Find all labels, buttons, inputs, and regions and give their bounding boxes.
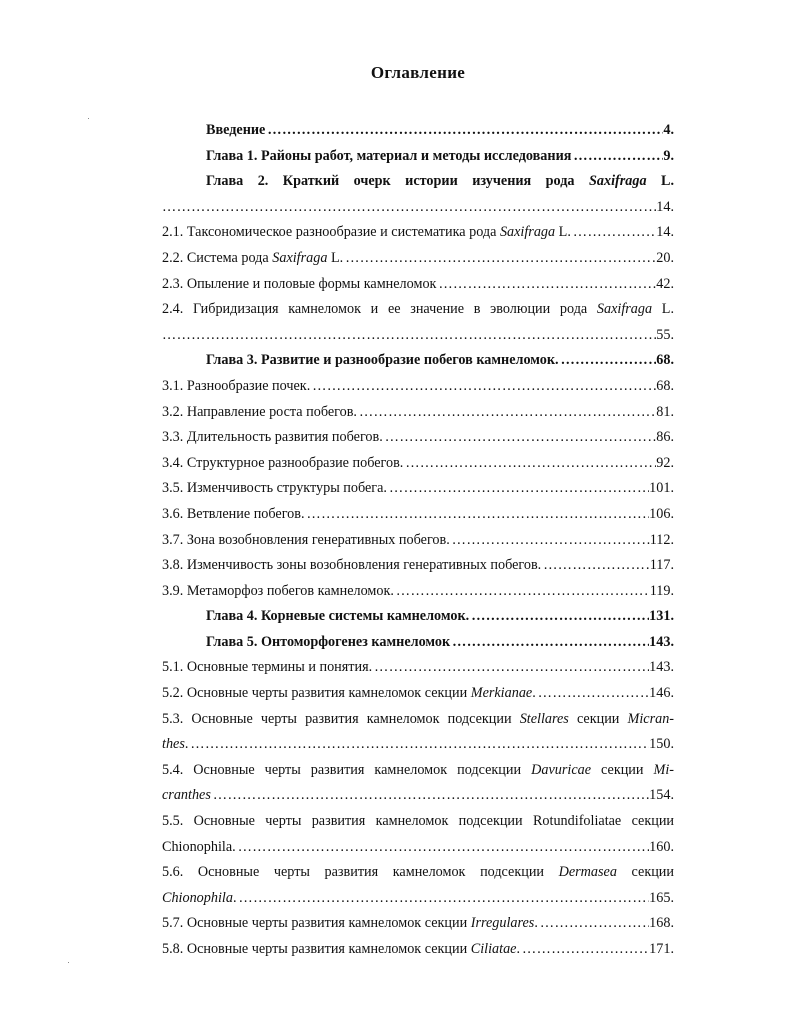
- toc-page-number: 160.: [649, 838, 674, 855]
- toc-entry-section-2-1[interactable]: [162, 220, 674, 246]
- dot-leader: [211, 783, 649, 809]
- toc-entry-section-5-4[interactable]: [162, 758, 674, 784]
- dot-leader: [265, 118, 663, 144]
- toc-label-italic: Saxifraga: [596, 301, 653, 318]
- toc-entry-section-3-6[interactable]: [162, 502, 674, 528]
- dot-leader: [536, 681, 649, 707]
- dot-leader: [387, 476, 649, 502]
- toc-entry-label: 3.5. Изменчивость структуры побега.: [162, 480, 387, 497]
- toc-entry-section-5-5-continuation[interactable]: [162, 835, 674, 861]
- toc-page-number: 165.: [649, 889, 674, 906]
- toc-page-number: 119.: [649, 582, 674, 599]
- scan-speck: [68, 962, 69, 963]
- toc-page-number: 4.: [663, 122, 674, 138]
- toc-page-number: 150.: [649, 736, 674, 753]
- dot-leader: [372, 655, 649, 681]
- dot-leader: [394, 579, 650, 605]
- toc-entry-label: 3.2. Направление роста побегов.: [162, 403, 357, 420]
- toc-label-text: секции: [631, 864, 674, 881]
- toc-label-text: 2.4. Гибридизация камнеломок и ее значение в эволюции рода: [162, 301, 588, 318]
- toc-entry-chapter-5[interactable]: [162, 630, 674, 656]
- dot-leader: [520, 937, 649, 963]
- dot-leader: [571, 144, 663, 170]
- page-title: Оглавление: [370, 63, 466, 82]
- toc-entry-label: [162, 860, 674, 886]
- toc-entry-label: 3.6. Ветвление побегов.: [162, 505, 305, 522]
- toc-label-text: 5.5. Основные черты развития камнеломок подсекции: [162, 813, 523, 830]
- toc-entry-section-3-4[interactable]: [162, 451, 674, 477]
- toc-entry-label: [162, 246, 343, 272]
- dot-leader: [403, 451, 656, 477]
- toc-label-text: 5.2. Основные черты развития камнеломок секции: [162, 685, 468, 702]
- toc-entry-section-5-8[interactable]: [162, 937, 674, 963]
- toc-label-italic: Stellares: [519, 710, 569, 727]
- toc-entry-label: [162, 707, 674, 733]
- toc-page-number: 101.: [649, 480, 674, 497]
- toc-label-text: L.: [330, 249, 344, 266]
- dot-leader: [559, 348, 657, 374]
- toc-entry-label: [162, 681, 536, 707]
- dot-leader: [237, 886, 650, 912]
- toc-label-text: L.: [661, 301, 675, 318]
- toc-entry-chapter-1[interactable]: [162, 144, 674, 170]
- dot-leader: [450, 630, 649, 656]
- toc-entry-section-5-6[interactable]: [162, 860, 674, 886]
- toc-page-number: 112.: [649, 531, 674, 548]
- toc-label-text: секции: [601, 761, 644, 778]
- toc-page-number: 68.: [656, 352, 674, 369]
- toc-entry-label: [162, 297, 674, 323]
- toc-page-number: 131.: [649, 608, 674, 625]
- toc-label-text: .: [534, 915, 538, 932]
- toc-entry-label: [162, 886, 237, 912]
- toc-entry-section-5-1[interactable]: [162, 655, 674, 681]
- toc-entry-label: Глава 3. Развитие и разнообразие побегов камнеломок.: [206, 352, 559, 369]
- toc-page-number: 117.: [649, 557, 674, 574]
- toc-page-number: 171.: [649, 941, 674, 957]
- dot-leader: [436, 272, 656, 298]
- toc-entry-section-5-2[interactable]: [162, 681, 674, 707]
- toc-entry-section-5-5[interactable]: [162, 809, 674, 835]
- toc-entry-section-5-6-continuation[interactable]: [162, 886, 674, 912]
- toc-label-text: секции: [631, 813, 675, 830]
- toc-entry-section-3-8[interactable]: [162, 553, 674, 579]
- dot-leader: [538, 911, 649, 937]
- toc-entry-label: 3.9. Метаморфоз побегов камнеломок.: [162, 582, 394, 599]
- toc-page-number: 9.: [663, 147, 674, 164]
- toc-entry-label: [162, 783, 211, 809]
- dot-leader: [188, 732, 649, 758]
- toc-entry-label: 3.7. Зона возобновления генеративных побегов.: [162, 531, 450, 548]
- toc-label-text: .: [184, 736, 189, 753]
- toc-label-italic: cranthes: [162, 787, 211, 804]
- toc-page-number: 14.: [656, 224, 674, 241]
- toc-label-text: секции: [576, 710, 620, 727]
- toc-label-italic: Ciliatae: [470, 941, 517, 957]
- toc-entry-section-3-1[interactable]: [162, 374, 674, 400]
- dot-leader: [450, 528, 650, 554]
- toc-label-italic: Chionophila: [162, 889, 233, 906]
- toc-entry-label: 2.3. Опыление и половые формы камнеломок: [162, 275, 437, 292]
- dot-leader: [162, 323, 656, 349]
- toc-label-text: 5.6. Основные черты развития камнеломок подсекции: [162, 864, 544, 881]
- toc-label-text: .: [532, 685, 536, 702]
- dot-leader: [305, 502, 650, 528]
- toc-entry-section-3-3[interactable]: [162, 425, 674, 451]
- toc-entry-label: 3.1. Разнообразие почек.: [162, 377, 311, 394]
- dot-leader: [357, 400, 656, 426]
- toc-label-italic: Merkianae: [470, 685, 533, 702]
- toc-label-text: Rotundifoliatae: [532, 813, 622, 830]
- toc-entry-label: [162, 732, 188, 758]
- toc-label-italic: thes: [162, 736, 185, 753]
- toc-label-italic: Irregulares: [470, 915, 535, 932]
- toc-label-text: 5.4. Основные черты развития камнеломок подсекции: [162, 761, 522, 778]
- toc-entry-section-3-2[interactable]: [162, 400, 674, 426]
- toc-page-number: 55.: [656, 326, 674, 343]
- toc-entry-label: [206, 169, 674, 195]
- toc-label-italic: Saxifraga: [272, 249, 328, 266]
- toc-entry-section-2-4-continuation[interactable]: [162, 323, 674, 349]
- toc-entry-label: [162, 220, 571, 246]
- dot-leader: [310, 374, 656, 400]
- toc-label-text: 5.8. Основные черты развития камнеломок секции: [162, 941, 468, 957]
- toc-entry-section-2-3[interactable]: [162, 272, 674, 298]
- toc-entry-label: [162, 937, 520, 963]
- toc-page-number: 86.: [656, 429, 674, 446]
- toc-label-text: 2.2. Система рода: [162, 249, 269, 266]
- dot-leader: [571, 220, 656, 246]
- toc-entry-section-3-5[interactable]: [162, 476, 674, 502]
- toc-label-text: 5.7. Основные черты развития камнеломок секции: [162, 915, 468, 932]
- scan-speck: [88, 118, 89, 119]
- toc-page-number: 42.: [656, 275, 674, 292]
- toc-label-italic: Saxifraga: [589, 173, 647, 190]
- toc-entry-label: [162, 758, 674, 784]
- toc-entry-section-5-3[interactable]: [162, 707, 674, 733]
- toc-entry-introduction[interactable]: [162, 118, 674, 144]
- toc-page-number: 68.: [656, 377, 674, 394]
- toc-page-number: 154.: [649, 787, 674, 804]
- toc-label-italic: Micran-: [627, 710, 675, 727]
- toc-entry-section-3-9[interactable]: [162, 579, 674, 605]
- toc-label-text: 5.3. Основные черты развития камнеломок подсекции: [162, 710, 512, 727]
- toc-page-number: 168.: [649, 915, 674, 932]
- dot-leader: [541, 553, 649, 579]
- toc-entry-section-2-2[interactable]: [162, 246, 674, 272]
- toc-entry-label: 3.3. Длительность развития побегов.: [162, 429, 383, 446]
- toc-page-number: 146.: [649, 685, 674, 702]
- toc-entry-label: 3.8. Изменчивость зоны возобновления генеративных побегов.: [162, 557, 542, 574]
- table-of-contents: [162, 118, 674, 963]
- toc-entry-section-5-7[interactable]: [162, 911, 674, 937]
- toc-entry-chapter-2[interactable]: [162, 169, 674, 195]
- dot-leader: [343, 246, 656, 272]
- toc-label-italic: Davuricae: [531, 761, 592, 778]
- toc-entry-label: [162, 809, 674, 835]
- toc-entry-label: Глава 1. Районы работ, материал и методы исследования: [206, 147, 572, 164]
- toc-page-number: 20.: [656, 249, 674, 266]
- dot-leader: [236, 835, 649, 861]
- toc-page-number: 143.: [649, 659, 674, 676]
- toc-entry-chapter-3[interactable]: [162, 348, 674, 374]
- toc-label-italic: Dermasea: [558, 864, 617, 881]
- toc-label-text: Глава 2. Краткий очерк истории изучения рода: [206, 173, 575, 190]
- toc-label-text: .: [232, 889, 237, 906]
- toc-entry-label: Глава 5. Онтоморфогенез камнеломок: [206, 633, 451, 650]
- toc-label-italic: Saxifraga: [499, 224, 556, 241]
- toc-entry-label: Chionophila.: [162, 838, 236, 855]
- toc-page-number: 92.: [656, 454, 674, 471]
- dot-leader: [162, 195, 656, 221]
- toc-label-text: .: [516, 941, 521, 957]
- toc-label-text: L.: [558, 224, 571, 241]
- toc-page-number: 81.: [656, 403, 674, 420]
- toc-entry-section-3-7[interactable]: [162, 528, 674, 554]
- toc-entry-label: 3.4. Структурное разнообразие побегов.: [162, 454, 404, 471]
- toc-page-number: 106.: [649, 505, 674, 522]
- toc-entry-section-5-3-continuation[interactable]: [162, 732, 674, 758]
- toc-label-italic: Mi-: [653, 761, 675, 778]
- dot-leader: [383, 425, 657, 451]
- toc-entry-label: [162, 911, 538, 937]
- toc-entry-chapter-2-continuation[interactable]: [162, 195, 674, 221]
- toc-entry-label: Глава 4. Корневые системы камнеломок.: [206, 608, 470, 625]
- toc-label-text: L.: [661, 173, 675, 190]
- toc-entry-section-5-4-continuation[interactable]: [162, 783, 674, 809]
- toc-page-number: 14.: [656, 198, 674, 215]
- toc-entry-label: Введение: [206, 122, 266, 138]
- toc-label-text: 2.1. Таксономическое разнообразие и систематика рода: [162, 224, 497, 241]
- toc-entry-label: 5.1. Основные термины и понятия.: [162, 659, 373, 676]
- toc-entry-section-2-4[interactable]: [162, 297, 674, 323]
- toc-entry-chapter-4[interactable]: [162, 604, 674, 630]
- dot-leader: [469, 604, 649, 630]
- toc-page-number: 143.: [649, 633, 674, 650]
